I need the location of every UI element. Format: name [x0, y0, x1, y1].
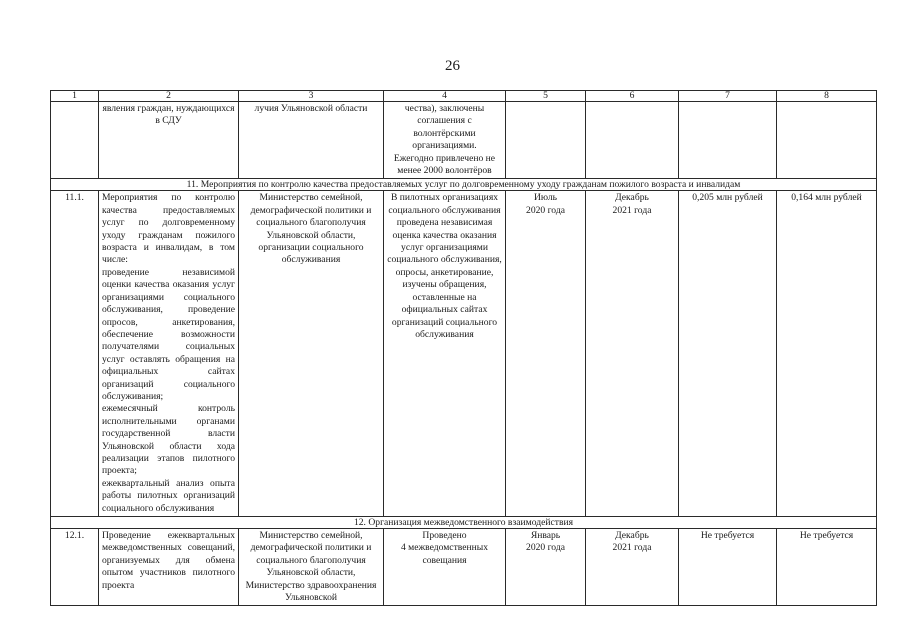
- page-number: 26: [445, 58, 460, 74]
- funding-cell: Не требуется: [679, 529, 777, 606]
- section-heading-row: [51, 179, 877, 191]
- funding-cell: 0,205 млн рублей: [679, 191, 777, 517]
- row-number-cell: 11.1.: [51, 191, 99, 517]
- measure-cell: Проведение ежеквартальных межведомственных совещаний, организуемых для обмена опытом участников пилотного проекта: [99, 529, 239, 606]
- result-cell: Проведено 4 межведомственных совещания: [384, 529, 506, 606]
- row-number-cell: [51, 102, 99, 179]
- column-number: 8: [777, 91, 877, 102]
- end-date-cell: Декабрь 2021 года: [586, 529, 679, 606]
- column-number: 3: [239, 91, 384, 102]
- table-row-12-1: [51, 529, 877, 606]
- column-number: 7: [679, 91, 777, 102]
- table-row-continuation: [51, 102, 877, 179]
- executor-cell: лучия Ульяновской области: [239, 102, 384, 179]
- section-heading-row: [51, 517, 877, 529]
- start-date-cell: Январь 2020 года: [506, 529, 586, 606]
- funding-cell: Не требуется: [777, 529, 877, 606]
- section-11-title: 11. Мероприятия по контролю качества предоставляемых услуг по долговременному уходу гражданам пожилого возраста и инвалидам: [51, 179, 877, 191]
- end-date-cell: Декабрь 2021 года: [586, 191, 679, 517]
- measure-cell: явления граждан, нуждающихся в СДУ: [99, 102, 239, 179]
- funding-cell: [777, 102, 877, 179]
- start-date-cell: Июль 2020 года: [506, 191, 586, 517]
- column-number: 4: [384, 91, 506, 102]
- column-number: 1: [51, 91, 99, 102]
- executor-cell: Министерство семейной, демографической политики и социального благополучия Ульяновской области, организации социального обслуживания: [239, 191, 384, 517]
- column-number: 6: [586, 91, 679, 102]
- measure-cell: Мероприятия по контролю качества предоставляемых услуг по долговременному уходу гражданам пожилого возраста и инвалидам, в том числе: проведение независимой оценки качества оказания услуг организациями социального обслуживания, проведение опросов, анкетирования, обеспечение возможности получателями социальных услуг оставлять обращения на официальных сайтах организаций социального обслуживания; ежемесячный контроль исполнительными органами государственной власти Ульяновской области хода реализации этапов пилотного проекта; ежеквартальный анализ опыта работы пилотных организаций социального обслуживания: [99, 191, 239, 517]
- table-row-11-1: [51, 191, 877, 517]
- funding-cell: 0,164 млн рублей: [777, 191, 877, 517]
- section-12-title: 12. Организация межведомственного взаимодействия: [51, 517, 877, 529]
- measures-table: [50, 90, 877, 606]
- result-cell: В пилотных организациях социального обслуживания проведена независимая оценка качества оказания услуг организациями социального обслуживания, опросы, анкетирование, изучены обращения, оставленные на официальных сайтах организаций социального обслуживания: [384, 191, 506, 517]
- start-date-cell: [506, 102, 586, 179]
- funding-cell: [679, 102, 777, 179]
- column-number-row: [51, 91, 877, 102]
- column-number: 5: [506, 91, 586, 102]
- end-date-cell: [586, 102, 679, 179]
- column-number: 2: [99, 91, 239, 102]
- result-cell: чества), заключены соглашения с волонтёрскими организациями. Ежегодно привлечено не менее 2000 волонтёров: [384, 102, 506, 179]
- row-number-cell: 12.1.: [51, 529, 99, 606]
- executor-cell: Министерство семейной, демографической политики и социального благополучия Ульяновской области, Министерство здравоохранения Ульяновской: [239, 529, 384, 606]
